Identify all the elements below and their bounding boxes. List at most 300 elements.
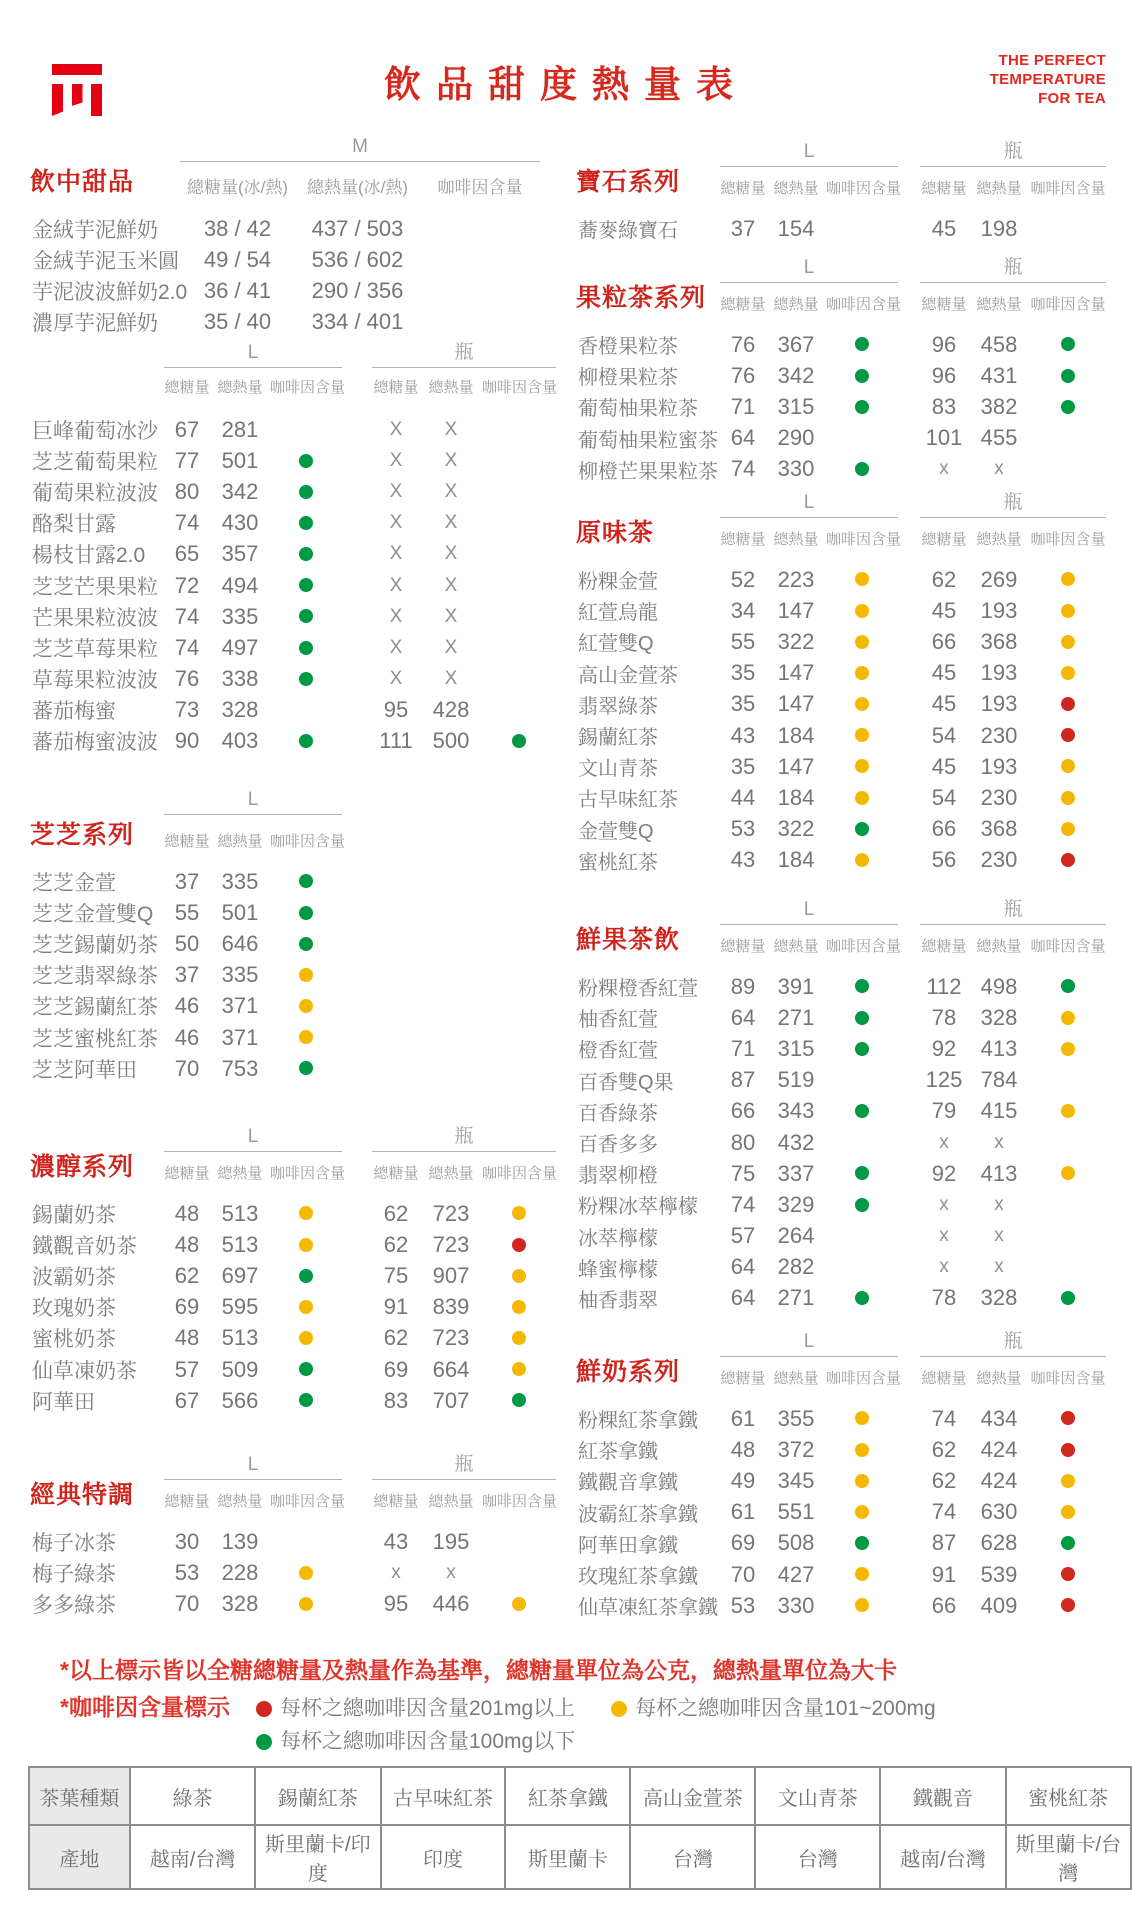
column-header: 咖啡因含量	[1030, 1370, 1106, 1387]
drink-row	[574, 1497, 1130, 1528]
caffeine-cell	[826, 1196, 898, 1214]
caffeine-cell	[826, 1441, 898, 1459]
value-cell: 65	[174, 541, 200, 567]
value-cell: 73	[174, 697, 200, 723]
legend-item-low	[256, 1730, 575, 1753]
value-cell: 49	[730, 1467, 756, 1493]
section-title: 飲中甜品	[30, 167, 135, 196]
value-cell: 38 / 42	[203, 215, 272, 241]
size-header: 瓶	[920, 136, 1106, 167]
value-cell: 753	[221, 1055, 259, 1081]
column-header: 總糖量	[720, 938, 766, 955]
drink-row	[28, 414, 576, 445]
drink-row	[28, 445, 576, 476]
drink-row	[574, 1033, 1130, 1064]
drink-row	[574, 1096, 1130, 1127]
value-cell: 455	[980, 425, 1018, 451]
page-title: 飲品甜度熱量表	[384, 62, 748, 106]
drink-name: 仙草凍奶茶	[32, 1359, 137, 1383]
value-cell: 264	[777, 1223, 815, 1249]
drink-name: 柚香翡翠	[578, 1289, 658, 1312]
drink-name: 冰萃檸檬	[578, 1227, 658, 1250]
column-header: 咖啡因含量	[826, 1370, 902, 1387]
yellow-dot-icon	[1061, 1166, 1075, 1180]
value-cell: 536 / 602	[311, 246, 404, 272]
footnote-caffeine-low	[256, 1725, 575, 1755]
value-cell: 628	[980, 1530, 1018, 1556]
drink-name: 濃厚芋泥鮮奶	[32, 312, 158, 336]
right-column	[574, 0, 1130, 1920]
caffeine-cell	[1030, 978, 1106, 996]
value-cell: 35	[730, 753, 756, 779]
green-dot-icon	[855, 369, 869, 383]
value-cell: 69	[730, 1530, 756, 1556]
section-title: 經典特調	[30, 1480, 135, 1509]
caffeine-cell	[1030, 602, 1106, 620]
red-dot-icon	[256, 1701, 272, 1717]
column-header: 咖啡因含量	[1030, 938, 1106, 955]
value-cell: 62	[383, 1231, 409, 1257]
caffeine-cell	[1030, 1566, 1106, 1584]
drink-name: 葡萄柚果粒蜜茶	[578, 429, 718, 452]
value-cell: 62	[931, 566, 957, 592]
column-header-row	[28, 1147, 576, 1183]
drink-row	[574, 595, 1130, 626]
green-dot-icon	[512, 734, 526, 748]
value-cell: 337	[777, 1160, 815, 1186]
value-cell: 34	[730, 597, 756, 623]
caffeine-cell	[1030, 336, 1106, 354]
green-dot-icon	[299, 906, 313, 920]
value-cell: 371	[221, 1024, 259, 1050]
value-cell: 53	[174, 1559, 200, 1585]
drink-row	[574, 360, 1130, 391]
footnote-basis: *以上標示皆以全糖總糖量及熱量作為基準，總糖量單位為公克，總熱量單位為大卡	[60, 1657, 897, 1683]
caffeine-cell	[826, 1165, 898, 1183]
red-dot-icon	[1061, 853, 1075, 867]
green-dot-icon	[855, 1011, 869, 1025]
value-cell: 95	[383, 1590, 409, 1616]
drink-row	[574, 720, 1130, 751]
value-cell: 43	[383, 1528, 409, 1554]
size-header-row	[574, 252, 1130, 278]
not-available: x	[994, 1225, 1004, 1247]
green-dot-icon	[855, 1291, 869, 1305]
drink-row	[574, 1127, 1130, 1158]
drink-name: 梅子綠茶	[32, 1562, 116, 1586]
menu-section	[574, 136, 1130, 244]
value-cell: 62	[383, 1200, 409, 1226]
not-available: X	[389, 418, 403, 440]
drink-row	[28, 570, 576, 601]
not-available: x	[994, 1131, 1004, 1153]
legend-text: 每杯之總咖啡因含量201mg以上	[279, 1697, 576, 1720]
caffeine-cell	[1030, 1472, 1106, 1490]
yellow-dot-icon	[299, 1597, 313, 1611]
value-cell: 71	[730, 1035, 756, 1061]
value-cell: 434	[980, 1405, 1018, 1431]
row-header-cell: 產地	[29, 1825, 130, 1889]
caffeine-cell	[826, 336, 898, 354]
drink-name: 粉粿金萱	[578, 571, 658, 594]
drink-name: 芝芝錫蘭奶茶	[32, 933, 158, 957]
value-cell: 72	[174, 572, 200, 598]
drink-name: 錫蘭紅茶	[578, 727, 658, 750]
caffeine-cell	[270, 1564, 342, 1582]
caffeine-cell	[826, 1102, 898, 1120]
value-cell: 198	[980, 215, 1018, 241]
value-cell: 513	[221, 1325, 259, 1351]
yellow-dot-icon	[1061, 791, 1075, 805]
column-header: 總糖量	[720, 531, 766, 548]
value-cell: 290	[777, 425, 815, 451]
drink-row	[28, 1198, 576, 1229]
caffeine-cell	[270, 1060, 342, 1078]
column-header: 咖啡因含量	[270, 379, 346, 396]
column-header: 總糖量	[720, 1370, 766, 1387]
value-cell: 46	[174, 993, 200, 1019]
value-cell: 79	[931, 1098, 957, 1124]
value-cell: 74	[730, 1191, 756, 1217]
drink-row	[574, 782, 1130, 813]
not-available: x	[939, 1193, 949, 1215]
caffeine-cell	[826, 1472, 898, 1490]
value-cell: 432	[777, 1129, 815, 1155]
drink-row	[574, 1590, 1130, 1621]
value-cell: 74	[174, 510, 200, 536]
column-header: 總熱量	[217, 379, 263, 396]
section-rows	[28, 1183, 576, 1416]
drink-row	[574, 454, 1130, 485]
column-header: 總熱量	[773, 531, 819, 548]
column-header: 總熱量	[428, 1493, 474, 1510]
drink-name: 金絨芋泥鮮奶	[32, 218, 158, 242]
value-cell: 367	[777, 331, 815, 357]
value-cell: 101	[925, 425, 963, 451]
menu-section	[574, 1326, 1130, 1621]
size-header-row	[28, 789, 576, 815]
caffeine-cell	[1030, 398, 1106, 416]
menu-section	[28, 789, 576, 1084]
caffeine-cell	[826, 633, 898, 651]
menu-section	[574, 487, 1130, 876]
drink-name: 芝芝草莓果粒	[32, 637, 158, 661]
legend-item-high	[256, 1697, 575, 1720]
green-dot-icon	[855, 1042, 869, 1056]
size-header: 瓶	[920, 252, 1106, 283]
caffeine-cell	[482, 732, 556, 750]
value-cell: 70	[174, 1055, 200, 1081]
value-cell: 62	[174, 1262, 200, 1288]
value-cell: 52	[730, 566, 756, 592]
section-title: 果粒茶系列	[576, 283, 707, 312]
not-available: X	[389, 449, 403, 471]
value-cell: 184	[777, 847, 815, 873]
drink-row	[28, 1557, 576, 1588]
drink-name: 芝芝金萱	[32, 871, 116, 895]
section-title: 寶石系列	[576, 167, 681, 196]
value-cell: 147	[777, 753, 815, 779]
value-cell: 95	[383, 697, 409, 723]
caffeine-cell	[1030, 571, 1106, 589]
origin-cell: 越南/台灣	[130, 1825, 255, 1889]
red-dot-icon	[1061, 728, 1075, 742]
value-cell: 154	[777, 215, 815, 241]
not-available: x	[939, 1225, 949, 1247]
yellow-dot-icon	[1061, 822, 1075, 836]
drink-name: 蕎麥綠寶石	[578, 220, 678, 243]
not-available: X	[444, 543, 458, 565]
drink-name: 芝芝阿華田	[32, 1058, 137, 1082]
not-available: x	[939, 1131, 949, 1153]
value-cell: 112	[926, 973, 962, 999]
drink-row	[28, 275, 576, 306]
column-header: 總熱量	[773, 296, 819, 313]
value-cell: 839	[432, 1294, 470, 1320]
caffeine-cell	[826, 727, 898, 745]
origin-cell: 印度	[381, 1825, 506, 1889]
value-cell: 230	[980, 847, 1018, 873]
drink-name: 橙香紅萱	[578, 1040, 658, 1063]
value-cell: 70	[730, 1561, 756, 1587]
column-header: 咖啡因含量	[270, 833, 346, 850]
value-cell: 57	[174, 1356, 200, 1382]
yellow-dot-icon	[299, 1030, 313, 1044]
drink-row	[574, 213, 1130, 244]
value-cell: 64	[730, 425, 756, 451]
green-dot-icon	[1061, 337, 1075, 351]
drink-name: 草莓果粒波波	[32, 669, 158, 693]
caffeine-cell	[482, 1298, 556, 1316]
drink-row	[28, 1323, 576, 1354]
value-cell: 45	[931, 660, 957, 686]
caffeine-cell	[482, 1595, 556, 1613]
value-cell: 723	[432, 1325, 470, 1351]
value-cell: 290 / 356	[311, 277, 404, 303]
caffeine-cell	[1030, 1165, 1106, 1183]
drink-row	[574, 845, 1130, 876]
caffeine-cell	[1030, 1441, 1106, 1459]
yellow-dot-icon	[512, 1362, 526, 1376]
caffeine-cell	[826, 820, 898, 838]
green-dot-icon	[1061, 400, 1075, 414]
not-available: X	[444, 668, 458, 690]
origin-cell: 斯里蘭卡/印度	[255, 1825, 380, 1889]
value-cell: 125	[925, 1067, 963, 1093]
caffeine-cell	[270, 483, 342, 501]
column-header-row	[28, 1475, 576, 1511]
drink-name: 錫蘭奶茶	[32, 1203, 116, 1227]
column-header: 咖啡因含量	[482, 1493, 558, 1510]
column-header: 咖啡因含量	[826, 180, 902, 197]
value-cell: 513	[221, 1231, 259, 1257]
caffeine-cell	[826, 1410, 898, 1428]
drink-name: 蕃茄梅蜜波波	[32, 731, 158, 755]
drink-name: 芝芝芒果果粒	[32, 575, 158, 599]
not-available: X	[444, 449, 458, 471]
caffeine-cell	[826, 1289, 898, 1307]
value-cell: 723	[432, 1231, 470, 1257]
column-header: 總糖量	[921, 531, 967, 548]
size-header-row	[574, 1326, 1130, 1352]
size-header-row	[28, 1121, 576, 1147]
drink-name: 波霸奶茶	[32, 1265, 116, 1289]
not-available: X	[444, 512, 458, 534]
green-dot-icon	[855, 1198, 869, 1212]
green-dot-icon	[299, 1269, 313, 1283]
drink-name: 楊枝甘露2.0	[32, 544, 146, 568]
green-dot-icon	[1061, 1291, 1075, 1305]
value-cell: 74	[174, 603, 200, 629]
caffeine-cell	[1030, 1009, 1106, 1027]
drink-name: 柳橙果粒茶	[578, 367, 678, 390]
value-cell: 345	[777, 1467, 815, 1493]
value-cell: 66	[931, 1592, 957, 1618]
section-rows	[28, 1511, 576, 1620]
yellow-dot-icon	[855, 666, 869, 680]
not-available: X	[389, 605, 403, 627]
drink-row	[574, 689, 1130, 720]
column-header: 總糖量	[164, 379, 210, 396]
caffeine-cell	[826, 789, 898, 807]
drink-name: 粉粿橙香紅萱	[578, 978, 698, 1001]
value-cell: 74	[174, 634, 200, 660]
drink-row	[28, 1385, 576, 1416]
green-dot-icon	[1061, 979, 1075, 993]
value-cell: 193	[980, 597, 1018, 623]
caffeine-cell	[270, 1267, 342, 1285]
drink-name: 香橙果粒茶	[578, 336, 678, 359]
caffeine-cell	[826, 1503, 898, 1521]
value-cell: 413	[980, 1035, 1018, 1061]
value-cell: 30	[174, 1528, 200, 1554]
value-cell: 501	[221, 899, 259, 925]
column-header: 咖啡因含量	[1030, 180, 1106, 197]
value-cell: 193	[980, 691, 1018, 717]
caffeine-cell	[1030, 851, 1106, 869]
value-cell: 62	[931, 1436, 957, 1462]
value-cell: 228	[221, 1559, 259, 1585]
value-cell: 70	[174, 1590, 200, 1616]
value-cell: 61	[730, 1405, 756, 1431]
yellow-dot-icon	[1061, 635, 1075, 649]
value-cell: 271	[777, 1004, 815, 1030]
value-cell: 53	[730, 1592, 756, 1618]
drink-name: 多多綠茶	[32, 1593, 116, 1617]
drink-name: 芝芝翡翠綠茶	[32, 965, 158, 989]
value-cell: 62	[931, 1467, 957, 1493]
size-header: M	[180, 136, 540, 162]
green-dot-icon	[299, 1393, 313, 1407]
value-cell: 342	[221, 478, 259, 504]
drink-row	[28, 726, 576, 757]
caffeine-cell	[1030, 1289, 1106, 1307]
drink-row	[574, 658, 1130, 689]
yellow-dot-icon	[1061, 1505, 1075, 1519]
column-header: 總糖量	[921, 180, 967, 197]
drink-row	[28, 664, 576, 695]
yellow-dot-icon	[855, 1505, 869, 1519]
value-cell: 498	[980, 973, 1018, 999]
left-column	[28, 0, 576, 1920]
column-header: 咖啡因含量	[437, 178, 523, 197]
yellow-dot-icon	[855, 1411, 869, 1425]
column-header: 總熱量	[217, 1165, 263, 1182]
drink-name: 葡萄柚果粒茶	[578, 398, 698, 421]
value-cell: 78	[931, 1285, 957, 1311]
size-header: L	[720, 257, 898, 283]
drink-name: 酪梨甘露	[32, 513, 116, 537]
column-header-row	[28, 162, 576, 198]
value-cell: 44	[730, 784, 756, 810]
drink-name: 芒果果粒波波	[32, 606, 158, 630]
drink-row	[574, 564, 1130, 595]
value-cell: 147	[777, 660, 815, 686]
menu-section	[574, 252, 1130, 485]
value-cell: 230	[980, 784, 1018, 810]
drink-row	[28, 244, 576, 275]
menu-section	[28, 1449, 576, 1620]
drink-row	[574, 751, 1130, 782]
column-header-row	[574, 1352, 1130, 1388]
not-available: X	[444, 418, 458, 440]
column-header-row	[28, 815, 576, 851]
value-cell: 96	[931, 331, 957, 357]
column-header: 咖啡因含量	[826, 296, 902, 313]
caffeine-cell	[826, 1566, 898, 1584]
size-header: 瓶	[372, 337, 556, 368]
section-rows	[574, 198, 1130, 244]
green-dot-icon	[855, 400, 869, 414]
section-title: 原味茶	[576, 518, 655, 547]
caffeine-cell	[482, 1392, 556, 1410]
drink-row	[574, 1252, 1130, 1283]
section-rows	[28, 198, 576, 338]
value-cell: 36 / 41	[203, 277, 272, 303]
value-cell: 35	[730, 660, 756, 686]
column-header: 總熱量	[773, 1370, 819, 1387]
caffeine-cell	[826, 1534, 898, 1552]
caffeine-cell	[1030, 1102, 1106, 1120]
section-title: 鮮奶系列	[576, 1357, 681, 1386]
row-header-cell: 茶葉種類	[29, 1767, 130, 1825]
value-cell: 64	[730, 1254, 756, 1280]
caffeine-cell	[826, 571, 898, 589]
value-cell: 566	[221, 1387, 259, 1413]
value-cell: 49 / 54	[203, 246, 272, 272]
column-header: 總糖量	[921, 296, 967, 313]
value-cell: 403	[221, 728, 259, 754]
value-cell: 500	[432, 728, 470, 754]
column-header: 總糖量	[164, 1165, 210, 1182]
drink-row	[28, 601, 576, 632]
not-available: X	[444, 480, 458, 502]
yellow-dot-icon	[299, 999, 313, 1013]
drink-row	[574, 971, 1130, 1002]
value-cell: 45	[931, 215, 957, 241]
value-cell: 64	[730, 1285, 756, 1311]
caffeine-cell	[826, 367, 898, 385]
value-cell: 509	[221, 1356, 259, 1382]
yellow-dot-icon	[1061, 759, 1075, 773]
value-cell: 75	[383, 1262, 409, 1288]
value-cell: 74	[730, 456, 756, 482]
caffeine-cell	[482, 1329, 556, 1347]
size-header-row	[574, 894, 1130, 920]
value-cell: 391	[777, 973, 815, 999]
size-header-row	[574, 136, 1130, 162]
caffeine-cell	[270, 1595, 342, 1613]
